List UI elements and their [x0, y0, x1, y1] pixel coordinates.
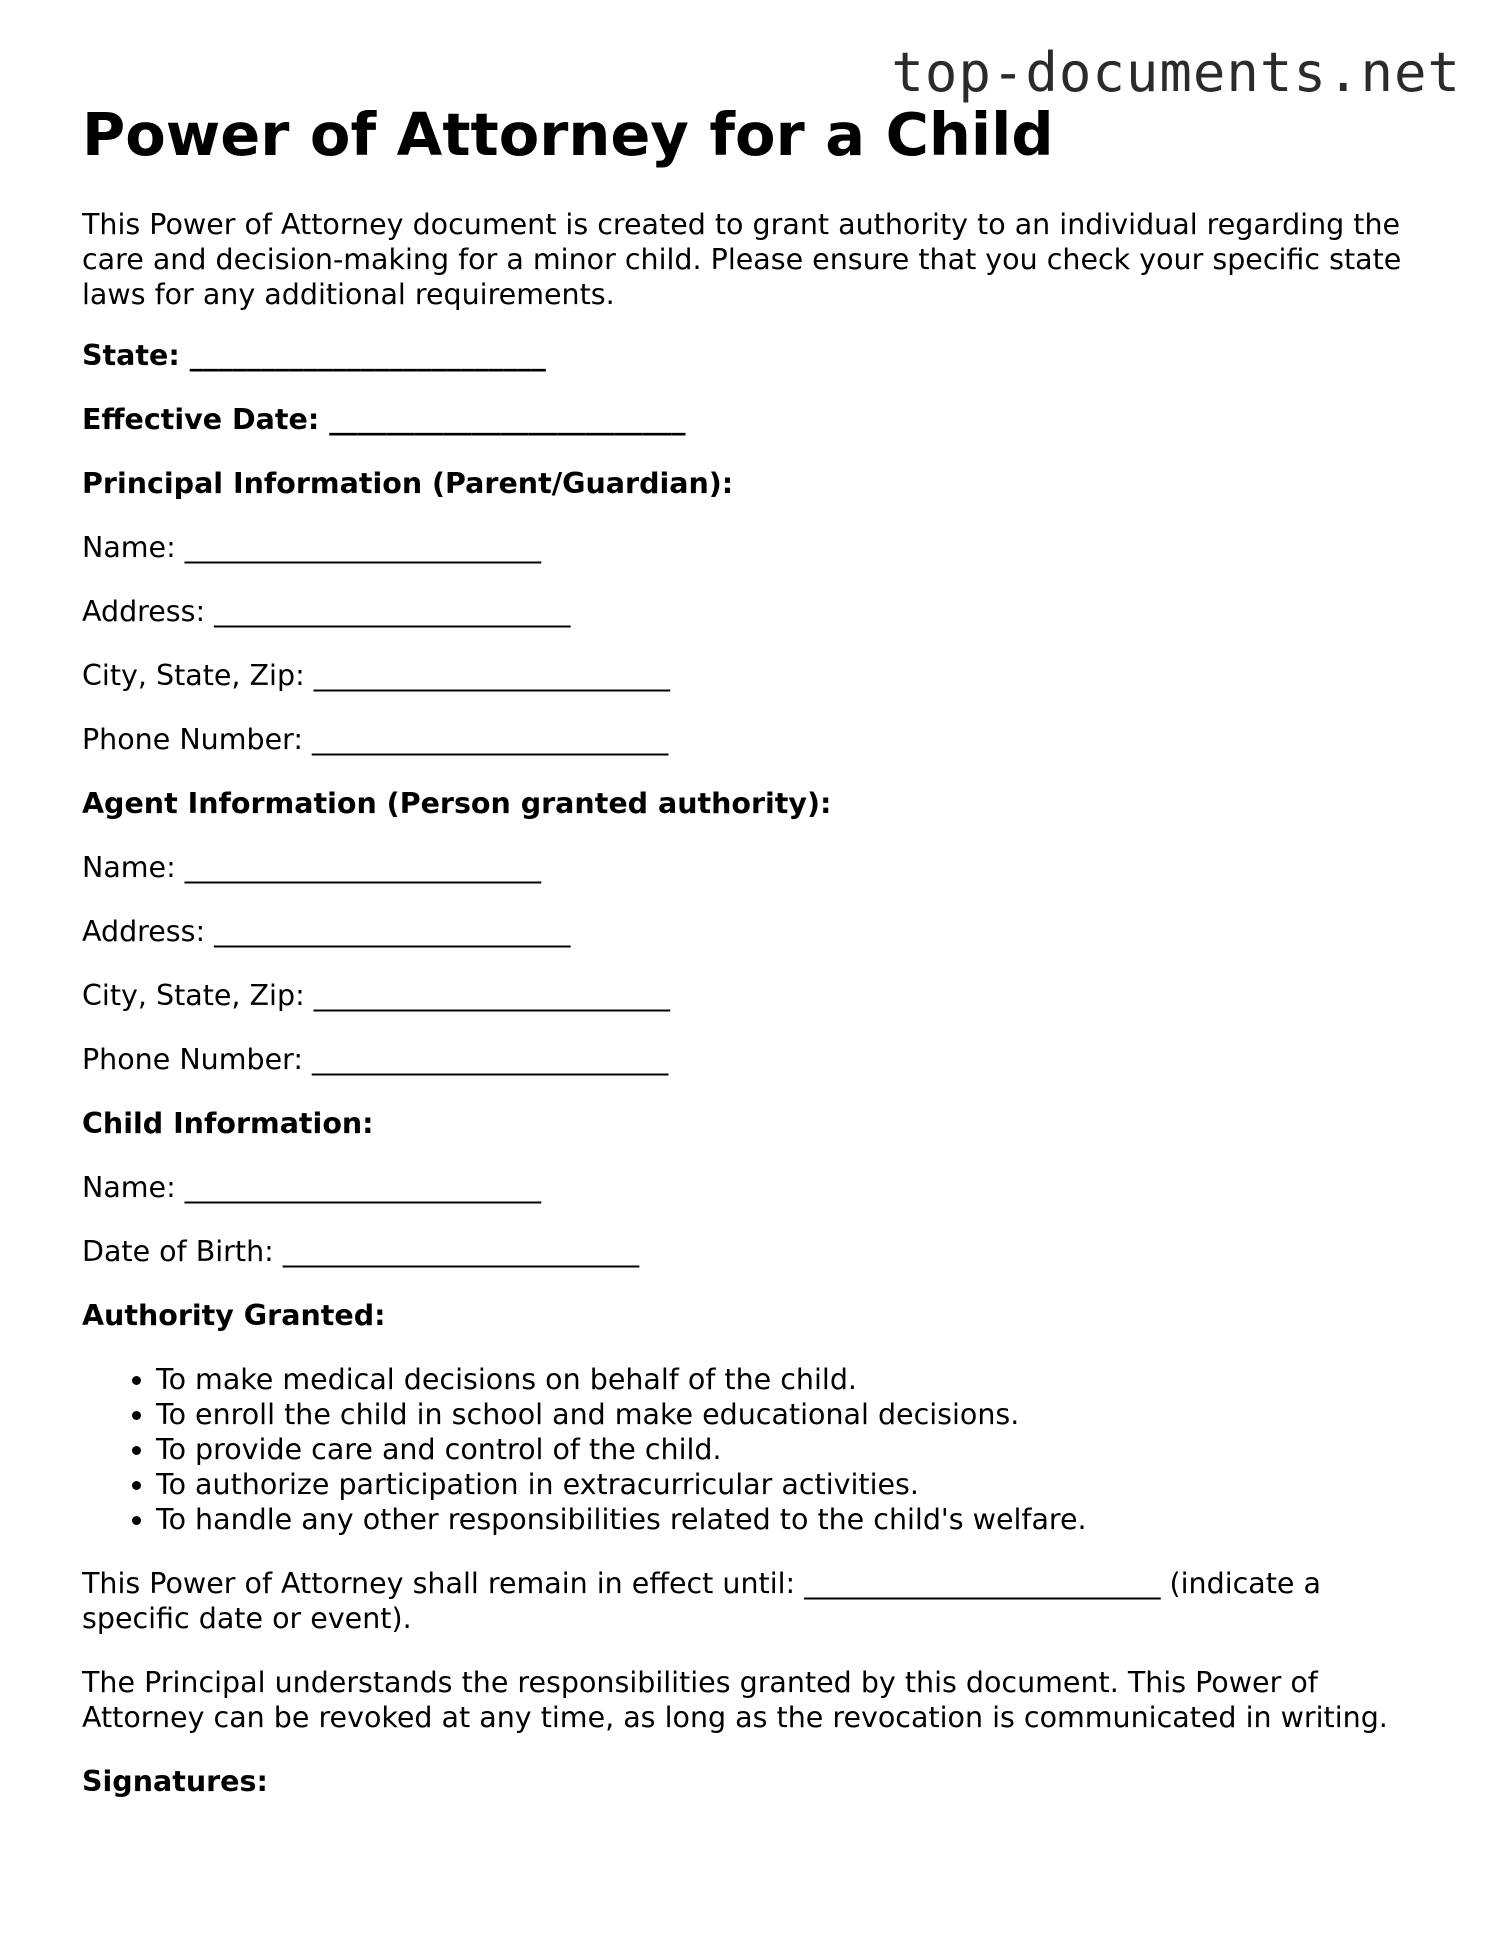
list-item: • To enroll the child in school and make educational decisions.: [156, 1397, 1422, 1432]
duration-prefix: This Power of Attorney shall remain in effect until:: [82, 1566, 796, 1600]
list-item: • To handle any other responsibilities related to the child's welfare.: [156, 1502, 1422, 1537]
state-label: State:: [82, 338, 180, 372]
agent-phone-blank[interactable]: _________________________: [312, 1042, 669, 1076]
intro-paragraph: This Power of Attorney document is created to grant authority to an individual regarding the care and decision-making for a minor child. Please ensure that you check your specific state laws for any additional requirements.: [82, 207, 1402, 311]
duration-paragraph: [82, 1566, 1422, 1636]
agent-heading: Agent Information (Person granted authority):: [82, 786, 832, 820]
effective-date-blank[interactable]: _________________________: [329, 402, 686, 436]
agent-city-label: City, State, Zip:: [82, 978, 305, 1012]
effective-date-field: [82, 402, 1422, 437]
principal-city-label: City, State, Zip:: [82, 658, 305, 692]
principal-address-field: [82, 594, 1422, 629]
agent-address-blank[interactable]: _________________________: [214, 914, 571, 948]
state-blank[interactable]: _________________________: [189, 338, 546, 372]
agent-name-field: [82, 850, 1422, 885]
child-name-blank[interactable]: _________________________: [184, 1170, 541, 1204]
agent-name-label: Name:: [82, 850, 176, 884]
principal-name-label: Name:: [82, 530, 176, 564]
page-title: Power of Attorney for a Child: [82, 100, 1054, 169]
principal-name-blank[interactable]: _________________________: [184, 530, 541, 564]
principal-address-blank[interactable]: _________________________: [214, 594, 571, 628]
list-item: • To authorize participation in extracurricular activities.: [156, 1467, 1422, 1502]
agent-address-label: Address:: [82, 914, 206, 948]
child-name-field: [82, 1170, 1422, 1205]
agent-name-blank[interactable]: _________________________: [184, 850, 541, 884]
principal-phone-label: Phone Number:: [82, 722, 303, 756]
agent-address-field: [82, 914, 1422, 949]
list-item: • To make medical decisions on behalf of the child.: [156, 1362, 1422, 1397]
authority-list: [82, 1362, 1422, 1537]
child-dob-blank[interactable]: _________________________: [282, 1234, 640, 1268]
authority-heading: Authority Granted:: [82, 1298, 386, 1332]
principal-phone-blank[interactable]: _________________________: [312, 722, 669, 756]
principal-city-field: [82, 658, 1422, 693]
agent-phone-field: [82, 1042, 1422, 1077]
agent-phone-label: Phone Number:: [82, 1042, 303, 1076]
watermark: top-documents.net: [891, 41, 1461, 104]
effective-date-label: Effective Date:: [82, 402, 320, 436]
document-page: [82, 100, 1422, 1828]
principal-city-blank[interactable]: _________________________: [313, 658, 670, 692]
state-field: [82, 338, 1422, 373]
agent-city-field: [82, 978, 1422, 1013]
principal-address-label: Address:: [82, 594, 206, 628]
principal-heading: Principal Information (Parent/Guardian):: [82, 466, 734, 500]
child-name-label: Name:: [82, 1170, 176, 1204]
child-dob-label: Date of Birth:: [82, 1234, 274, 1268]
list-item: • To provide care and control of the child.: [156, 1432, 1422, 1467]
duration-blank[interactable]: _________________________: [804, 1566, 1161, 1600]
child-heading: Child Information:: [82, 1106, 374, 1140]
principal-name-field: [82, 530, 1422, 565]
duration-suffix: (indicate a specific date or event).: [82, 1566, 1321, 1635]
revocation-paragraph: The Principal understands the responsibilities granted by this document. This Power of Attorney can be revoked at any time, as long as the revocation is communicated in writing.: [82, 1665, 1388, 1734]
signatures-heading: Signatures:: [82, 1764, 268, 1798]
principal-phone-field: [82, 722, 1422, 757]
agent-city-blank[interactable]: _________________________: [313, 978, 670, 1012]
child-dob-field: [82, 1234, 1422, 1269]
